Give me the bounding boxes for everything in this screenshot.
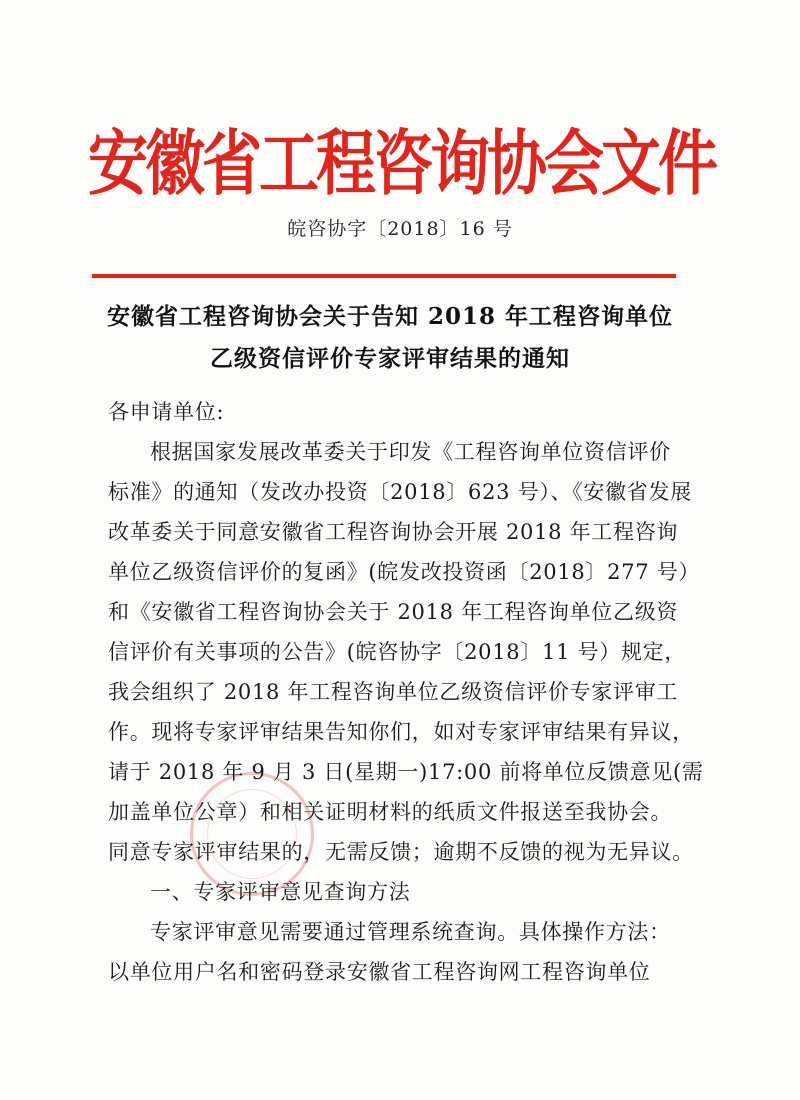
body-line: 加盖单位公章）和相关证明材料的纸质文件报送至我协会。 — [108, 800, 673, 824]
org-masthead: 安徽省工程咨询协会文件 — [88, 123, 715, 206]
notice-title-line-2: 乙级资信评价专家评审结果的通知 — [210, 345, 570, 372]
salutation: 各申请单位: — [108, 400, 225, 424]
body-line: 专家评审意见需要通过管理系统查询。具体操作方法： — [150, 920, 671, 944]
body-line: 请于 2018 年 9 月 3 日(星期一)17:00 前将单位反馈意见(需 — [108, 760, 704, 784]
section-heading: 一、专家评审意见查询方法 — [150, 880, 411, 904]
body-line: 单位乙级资信评价的复函》(皖发改投资函〔2018〕277 号） — [108, 560, 701, 584]
body-line: 作。现将专家评审结果告知你们，如对专家评审结果有异议， — [108, 720, 694, 744]
body-line: 改革委关于同意安徽省工程咨询协会开展 2018 年工程咨询 — [108, 520, 679, 544]
body-line: 信评价有关事项的公告》(皖咨协字〔2018〕11 号）规定， — [108, 640, 687, 664]
body-line: 以单位用户名和密码登录安徽省工程咨询网工程咨询单位 — [108, 960, 651, 984]
body-line: 和《安徽省工程咨询协会关于 2018 年工程咨询单位乙级资 — [108, 600, 679, 624]
body-line: 标准》的通知（发改办投资〔2018〕623 号）、《安徽省发展 — [108, 480, 692, 504]
body-line: 我会组织了 2018 年工程咨询单位乙级资信评价专家评审工 — [108, 680, 679, 704]
document-number: 皖咨协字〔2018〕16 号 — [287, 218, 513, 240]
red-divider-rule — [92, 274, 676, 278]
body-line: 同意专家评审结果的，无需反馈；逾期不反馈的视为无异议。 — [108, 840, 694, 864]
body-line: 根据国家发展改革委关于印发《工程咨询单位资信评价 — [150, 440, 671, 464]
notice-title-line-1: 安徽省工程咨询协会关于告知 2018 年工程咨询单位 — [106, 303, 674, 330]
